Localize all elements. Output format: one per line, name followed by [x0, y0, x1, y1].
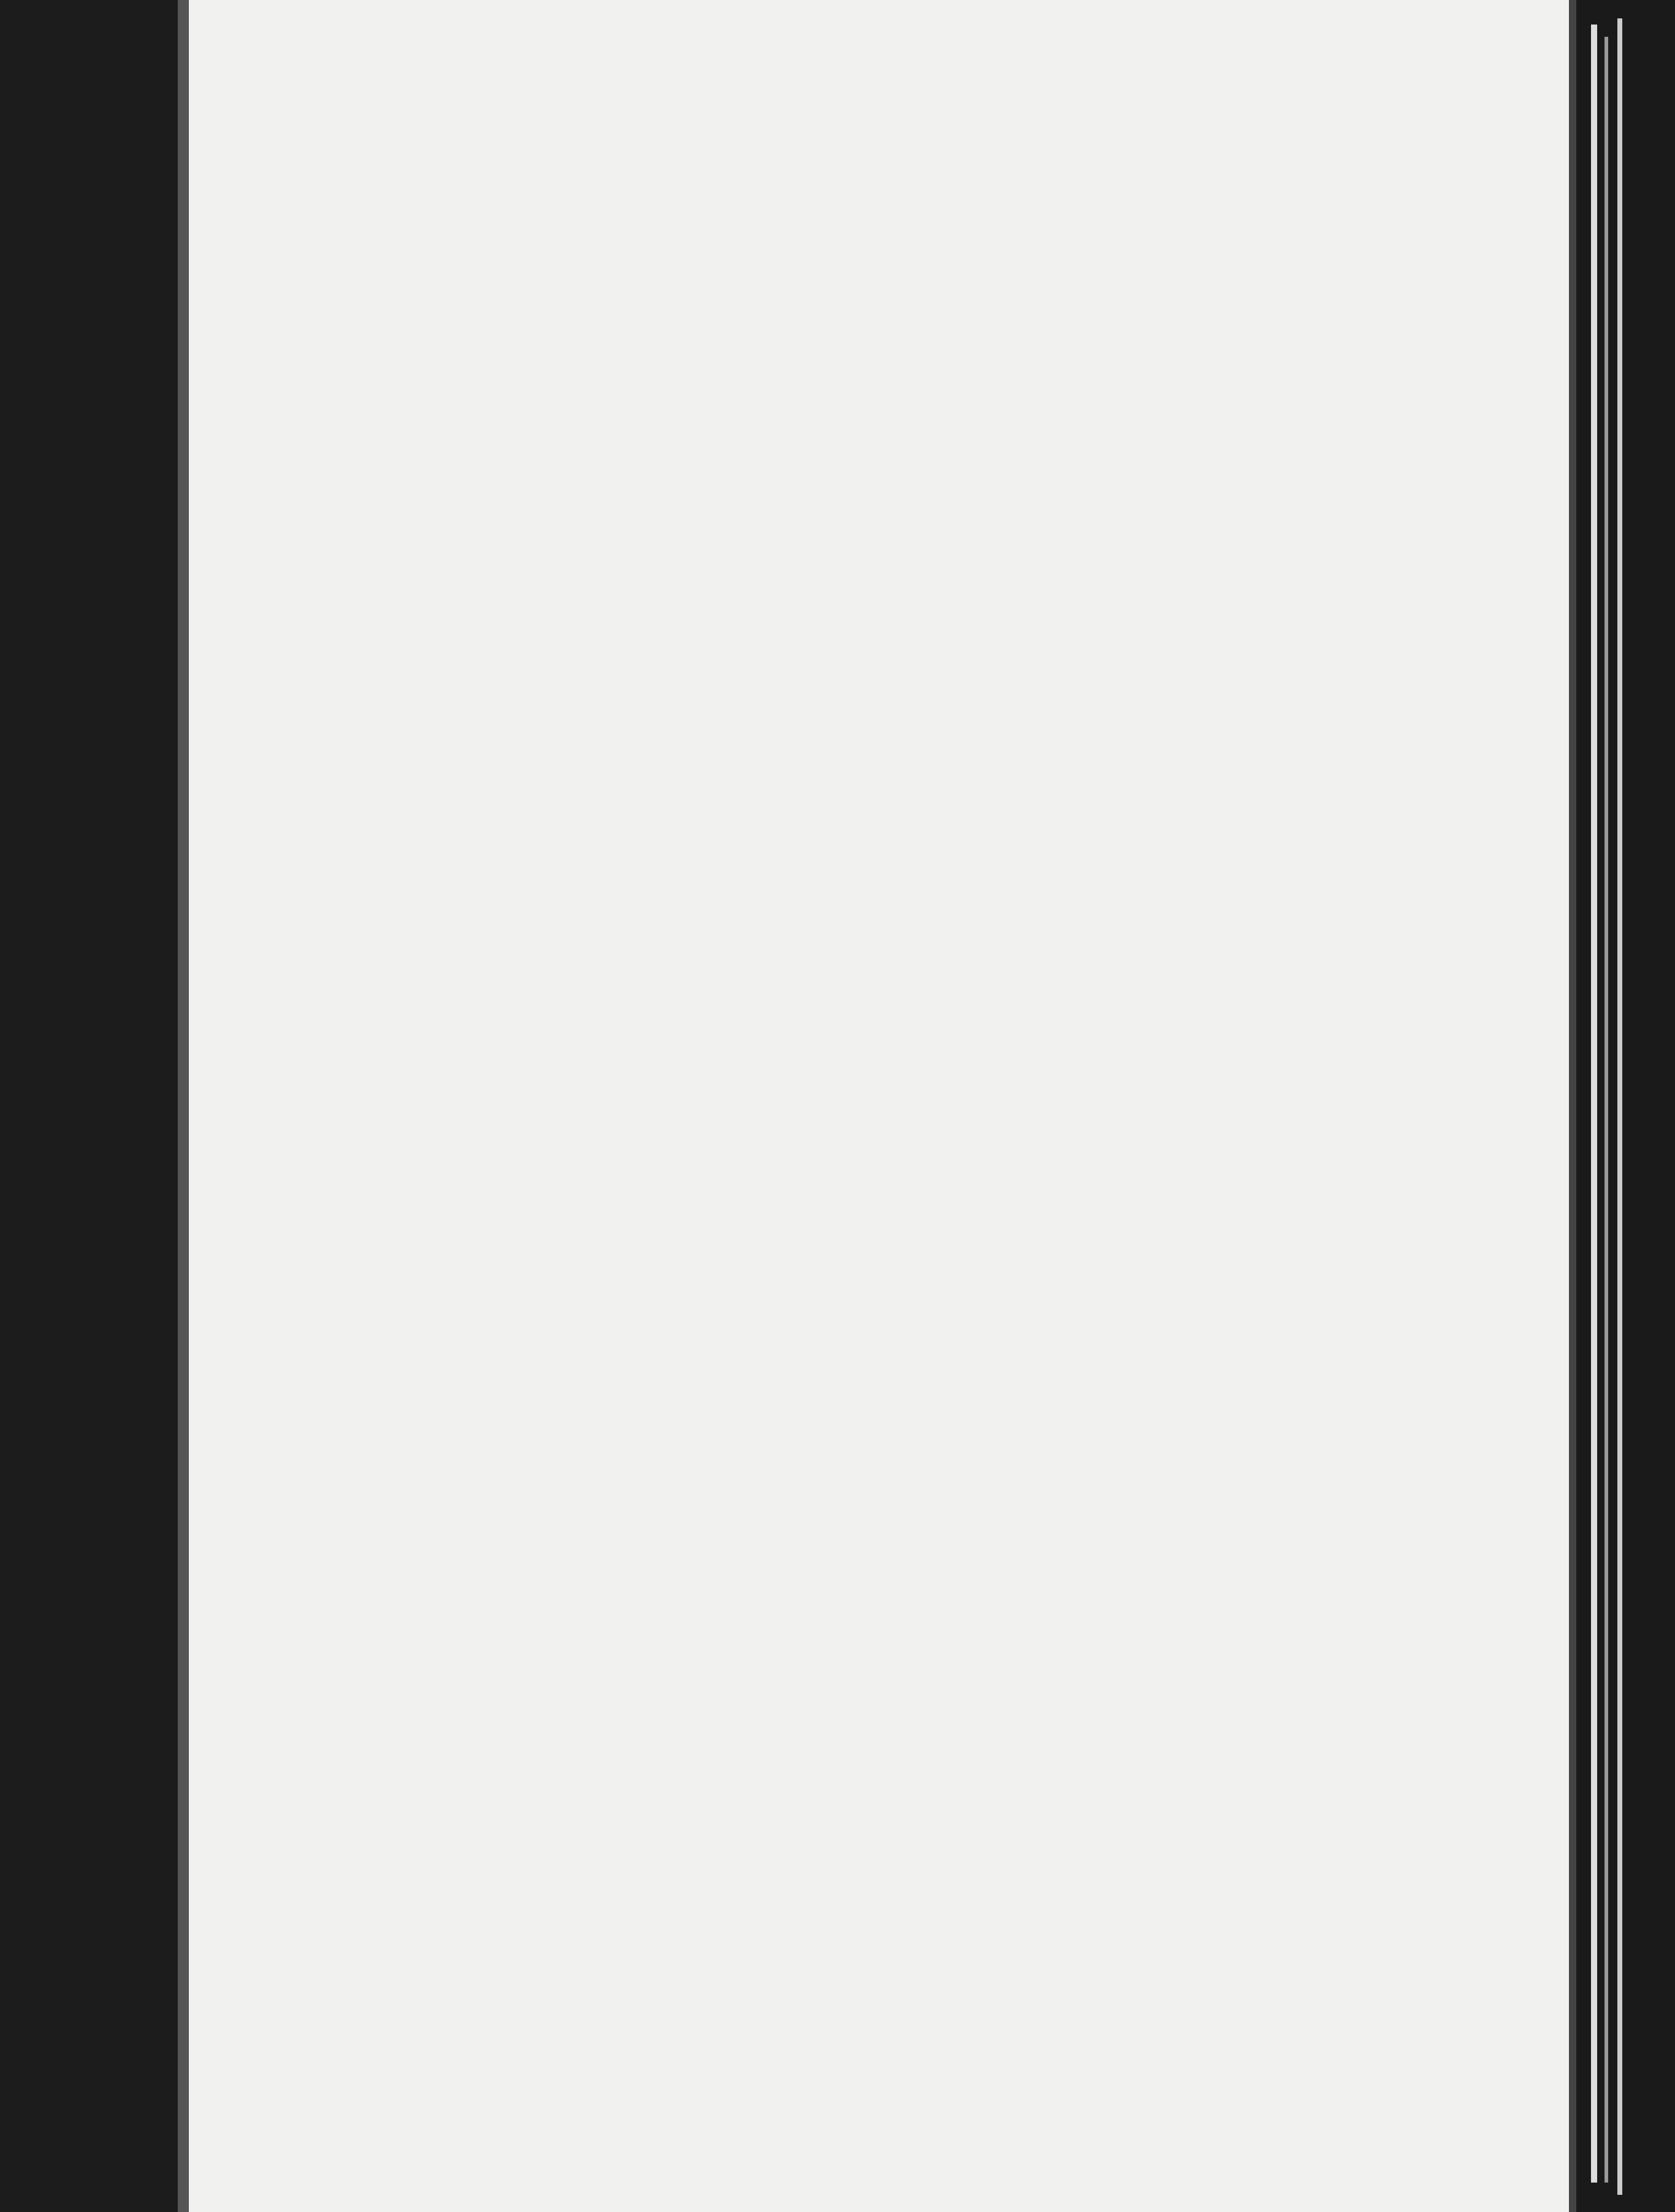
- left-binding-shadow: [0, 0, 178, 2212]
